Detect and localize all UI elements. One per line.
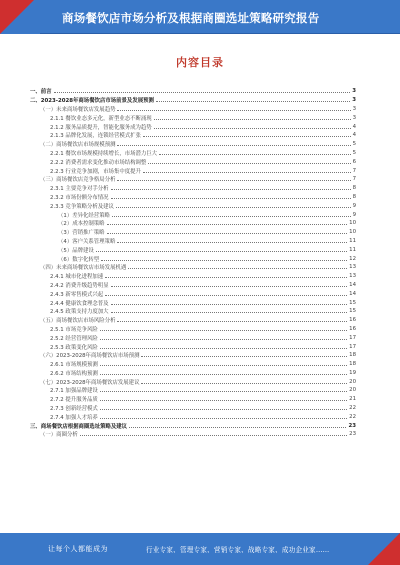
toc-entry-label: 2.3.1 主要竞争对手分析 bbox=[30, 184, 111, 192]
toc-entry[interactable] bbox=[30, 360, 356, 369]
toc-entry-page: 22 bbox=[349, 413, 356, 420]
toc-entry-label: 2.4.5 政策支持力度加大 bbox=[30, 307, 111, 315]
footer-slogan-right: 行业专家、管理专家、营销专家、战略专家、成功企业家…… bbox=[146, 546, 330, 554]
toc-leader-dots bbox=[100, 391, 347, 392]
toc-leader-dots bbox=[111, 312, 348, 313]
toc-leader-dots bbox=[54, 92, 351, 93]
toc-entry-label: （6）数字化转型 bbox=[30, 255, 101, 263]
toc-leader-dots bbox=[128, 268, 347, 269]
toc-entry[interactable] bbox=[30, 369, 356, 378]
toc-entry[interactable] bbox=[30, 404, 356, 413]
footer-slogan-left: 让每个人都能成为 bbox=[48, 545, 108, 553]
page-footer bbox=[0, 533, 400, 565]
toc-entry[interactable] bbox=[30, 96, 356, 105]
toc-entry-label: （四）未来商场餐饮店市场发展机遇 bbox=[30, 263, 128, 271]
toc-entry-label: 2.4.1 城市化进程加速 bbox=[30, 272, 105, 280]
toc-entry[interactable] bbox=[30, 412, 356, 421]
toc-entry-label: 2.7.4 加强人才培养 bbox=[30, 413, 100, 421]
toc-entry-page: 5 bbox=[352, 149, 356, 156]
toc-entry-label: 2.1.1 餐饮业态多元化，新型业态不断涌现 bbox=[30, 114, 154, 122]
toc-entry-page: 7 bbox=[352, 167, 356, 174]
toc-entry-page: 13 bbox=[349, 264, 356, 271]
toc-entry-label: 2.5.1 市场竞争风险 bbox=[30, 325, 100, 333]
toc-entry-label: （七）2023-2028年商场餐饮店发展建议 bbox=[30, 378, 141, 386]
toc-entry-page: 3 bbox=[352, 114, 356, 121]
toc-entry[interactable] bbox=[30, 210, 356, 219]
toc-entry-label: （六）2023-2028年商场餐饮店市场预测 bbox=[30, 351, 141, 359]
toc-entry-label: 2.7.1 加强品牌建设 bbox=[30, 386, 100, 394]
toc-entry[interactable] bbox=[30, 316, 356, 325]
toc-entry-label: 2.7.2 提升服务品质 bbox=[30, 395, 100, 403]
toc-entry-label: （4）客户关系管理策略 bbox=[30, 237, 117, 245]
toc-leader-dots bbox=[107, 224, 348, 225]
toc-entry-label: 2.4.2 消费升级趋势明显 bbox=[30, 281, 111, 289]
toc-leader-dots bbox=[96, 251, 347, 252]
toc-leader-dots bbox=[80, 435, 347, 436]
toc-entry[interactable] bbox=[30, 421, 356, 430]
toc-leader-dots bbox=[100, 365, 347, 366]
header-divider bbox=[40, 33, 400, 34]
toc-entry[interactable] bbox=[30, 377, 356, 386]
toc-entry[interactable] bbox=[30, 307, 356, 316]
toc-entry[interactable] bbox=[30, 351, 356, 360]
report-title: 商场餐饮店市场分析及根据商圈选址策略研究报告 bbox=[62, 11, 320, 25]
toc-entry[interactable] bbox=[30, 122, 356, 131]
toc-leader-dots bbox=[116, 207, 351, 208]
toc-entry[interactable] bbox=[30, 131, 356, 140]
toc-leader-dots bbox=[105, 295, 347, 296]
toc-leader-dots bbox=[111, 304, 348, 305]
toc-entry[interactable] bbox=[30, 184, 356, 193]
toc-entry-label: （一）未来商场餐饮店发展趋势 bbox=[30, 105, 117, 113]
toc-entry[interactable] bbox=[30, 386, 356, 395]
toc-entry-page: 3 bbox=[352, 88, 356, 95]
toc-entry[interactable] bbox=[30, 342, 356, 351]
toc-entry-page: 12 bbox=[349, 255, 356, 262]
toc-entry[interactable] bbox=[30, 140, 356, 149]
toc-entry-page: 16 bbox=[349, 317, 356, 324]
toc-entry-page: 16 bbox=[349, 325, 356, 332]
toc-entry-page: 14 bbox=[349, 290, 356, 297]
toc-entry-page: 15 bbox=[349, 299, 356, 306]
toc-leader-dots bbox=[111, 286, 348, 287]
header-red-corner bbox=[0, 0, 34, 34]
toc-leader-dots bbox=[111, 198, 351, 199]
toc-entry-label: （1）差异化经营策略 bbox=[30, 211, 112, 219]
toc-entry-page: 3 bbox=[352, 105, 356, 112]
toc-entry-page: 9 bbox=[352, 202, 356, 209]
toc-leader-dots bbox=[129, 427, 346, 428]
toc-entry[interactable] bbox=[30, 333, 356, 342]
toc-entry[interactable] bbox=[30, 105, 356, 114]
toc-entry-page: 14 bbox=[349, 281, 356, 288]
toc-entry[interactable] bbox=[30, 289, 356, 298]
toc-entry-page: 7 bbox=[352, 176, 356, 183]
toc-entry[interactable] bbox=[30, 193, 356, 202]
toc-entry-label: （2）成本控制策略 bbox=[30, 219, 107, 227]
toc-entry-page: 23 bbox=[349, 431, 356, 438]
toc-entry-label: 2.2.3 行业竞争加剧，市场集中度提升 bbox=[30, 167, 143, 175]
toc-entry[interactable] bbox=[30, 149, 356, 158]
toc-leader-dots bbox=[100, 339, 347, 340]
toc-leader-dots bbox=[100, 418, 347, 419]
toc-leader-dots bbox=[154, 128, 351, 129]
table-of-contents bbox=[30, 87, 356, 439]
toc-entry-label: 2.1.2 服务品质提升，智能化服务成为趋势 bbox=[30, 123, 154, 131]
toc-leader-dots bbox=[141, 356, 347, 357]
toc-leader-dots bbox=[101, 260, 347, 261]
toc-leader-dots bbox=[105, 277, 347, 278]
toc-leader-dots bbox=[107, 233, 348, 234]
toc-entry-page: 20 bbox=[349, 378, 356, 385]
toc-entry[interactable] bbox=[30, 237, 356, 246]
toc-entry[interactable] bbox=[30, 395, 356, 404]
toc-entry-label: 2.5.2 经营管理风险 bbox=[30, 334, 100, 342]
toc-entry-page: 9 bbox=[352, 211, 356, 218]
toc-entry-page: 22 bbox=[349, 405, 356, 412]
toc-entry-label: 2.5.3 政策变化风险 bbox=[30, 343, 100, 351]
toc-entry[interactable] bbox=[30, 263, 356, 272]
toc-entry-label: （三）商场餐饮店竞争格局分析 bbox=[30, 175, 117, 183]
toc-leader-dots bbox=[100, 330, 347, 331]
toc-entry-label: 2.2.2 消费者需求变化推动市场结构调整 bbox=[30, 158, 148, 166]
toc-entry-label: 2.6.1 市场规模预测 bbox=[30, 360, 100, 368]
toc-entry-page: 8 bbox=[352, 193, 356, 200]
toc-entry-label: 2.4.3 新零售模式兴起 bbox=[30, 290, 105, 298]
toc-entry-page: 17 bbox=[349, 334, 356, 341]
toc-leader-dots bbox=[141, 383, 347, 384]
toc-entry-label: 2.2.1 餐饮市场规模持续增长，市场潜力巨大 bbox=[30, 149, 159, 157]
toc-entry-label: （五）商场餐饮店市场风险分析 bbox=[30, 316, 117, 324]
toc-leader-dots bbox=[111, 189, 351, 190]
page-header bbox=[0, 0, 400, 34]
toc-leader-dots bbox=[154, 119, 351, 120]
toc-entry-page: 3 bbox=[352, 97, 356, 104]
toc-leader-dots bbox=[117, 242, 347, 243]
toc-entry-label: （3）营销推广策略 bbox=[30, 228, 107, 236]
toc-entry-page: 10 bbox=[349, 220, 356, 227]
toc-entry-page: 23 bbox=[348, 422, 356, 429]
toc-entry[interactable] bbox=[30, 175, 356, 184]
toc-entry-label: （一）商圈分析 bbox=[30, 430, 80, 438]
toc-entry[interactable] bbox=[30, 166, 356, 175]
toc-entry[interactable] bbox=[30, 254, 356, 263]
toc-entry-label: 2.4.4 健康饮食理念普及 bbox=[30, 299, 111, 307]
toc-entry-label: 2.3.2 市场份额分布情况 bbox=[30, 193, 111, 201]
toc-entry-page: 5 bbox=[352, 141, 356, 148]
toc-entry-label: 2.1.3 品牌化发展，连锁经营模式扩张 bbox=[30, 131, 143, 139]
toc-entry-page: 4 bbox=[352, 132, 356, 139]
toc-leader-dots bbox=[112, 216, 351, 217]
toc-entry-page: 18 bbox=[349, 352, 356, 359]
toc-leader-dots bbox=[159, 154, 350, 155]
toc-leader-dots bbox=[148, 163, 350, 164]
toc-entry-label: （二）商场餐饮店市场规模预测 bbox=[30, 140, 117, 148]
toc-leader-dots bbox=[117, 321, 347, 322]
toc-entry-label: 三、商场餐饮店根据商圈选址策略及建议 bbox=[30, 423, 128, 430]
toc-entry-page: 17 bbox=[349, 343, 356, 350]
toc-leader-dots bbox=[100, 409, 347, 410]
footer-red-corner bbox=[368, 533, 400, 565]
toc-entry[interactable] bbox=[30, 219, 356, 228]
toc-leader-dots bbox=[117, 180, 350, 181]
toc-entry-page: 13 bbox=[349, 273, 356, 280]
toc-entry[interactable] bbox=[30, 298, 356, 307]
toc-entry-page: 6 bbox=[352, 158, 356, 165]
toc-entry[interactable] bbox=[30, 325, 356, 334]
toc-entry-page: 11 bbox=[349, 246, 356, 253]
toc-leader-dots bbox=[143, 172, 351, 173]
toc-leader-dots bbox=[117, 145, 350, 146]
toc-entry-page: 18 bbox=[349, 361, 356, 368]
toc-entry-page: 20 bbox=[349, 387, 356, 394]
toc-entry[interactable] bbox=[30, 201, 356, 210]
toc-entry-label: 二、2023-2028年商场餐饮店市场前景及发展预测 bbox=[30, 98, 154, 105]
toc-entry-label: 一、前言 bbox=[30, 89, 52, 96]
toc-entry[interactable] bbox=[30, 272, 356, 281]
toc-leader-dots bbox=[143, 136, 351, 137]
toc-entry[interactable] bbox=[30, 113, 356, 122]
toc-entry-page: 8 bbox=[352, 185, 356, 192]
toc-leader-dots bbox=[100, 400, 347, 401]
toc-entry[interactable] bbox=[30, 430, 356, 439]
toc-entry[interactable] bbox=[30, 157, 356, 166]
toc-entry-page: 11 bbox=[349, 237, 356, 244]
toc-entry-label: 2.3.3 竞争策略分析及建议 bbox=[30, 202, 116, 210]
toc-entry-label: 2.7.3 创新经营模式 bbox=[30, 404, 100, 412]
toc-heading: 内容目录 bbox=[176, 56, 224, 69]
toc-leader-dots bbox=[100, 374, 347, 375]
toc-entry-label: 2.6.2 市场结构预测 bbox=[30, 369, 100, 377]
toc-leader-dots bbox=[117, 110, 350, 111]
toc-leader-dots bbox=[100, 348, 347, 349]
toc-entry[interactable] bbox=[30, 87, 356, 96]
toc-entry-page: 4 bbox=[352, 123, 356, 130]
toc-leader-dots bbox=[156, 101, 350, 102]
toc-entry-page: 19 bbox=[349, 369, 356, 376]
toc-entry-page: 15 bbox=[349, 308, 356, 315]
toc-entry-label: （5）品牌建设 bbox=[30, 246, 96, 254]
toc-entry-page: 21 bbox=[349, 396, 356, 403]
toc-entry-page: 10 bbox=[349, 229, 356, 236]
toc-entry[interactable] bbox=[30, 245, 356, 254]
toc-entry[interactable] bbox=[30, 228, 356, 237]
toc-entry[interactable] bbox=[30, 281, 356, 290]
